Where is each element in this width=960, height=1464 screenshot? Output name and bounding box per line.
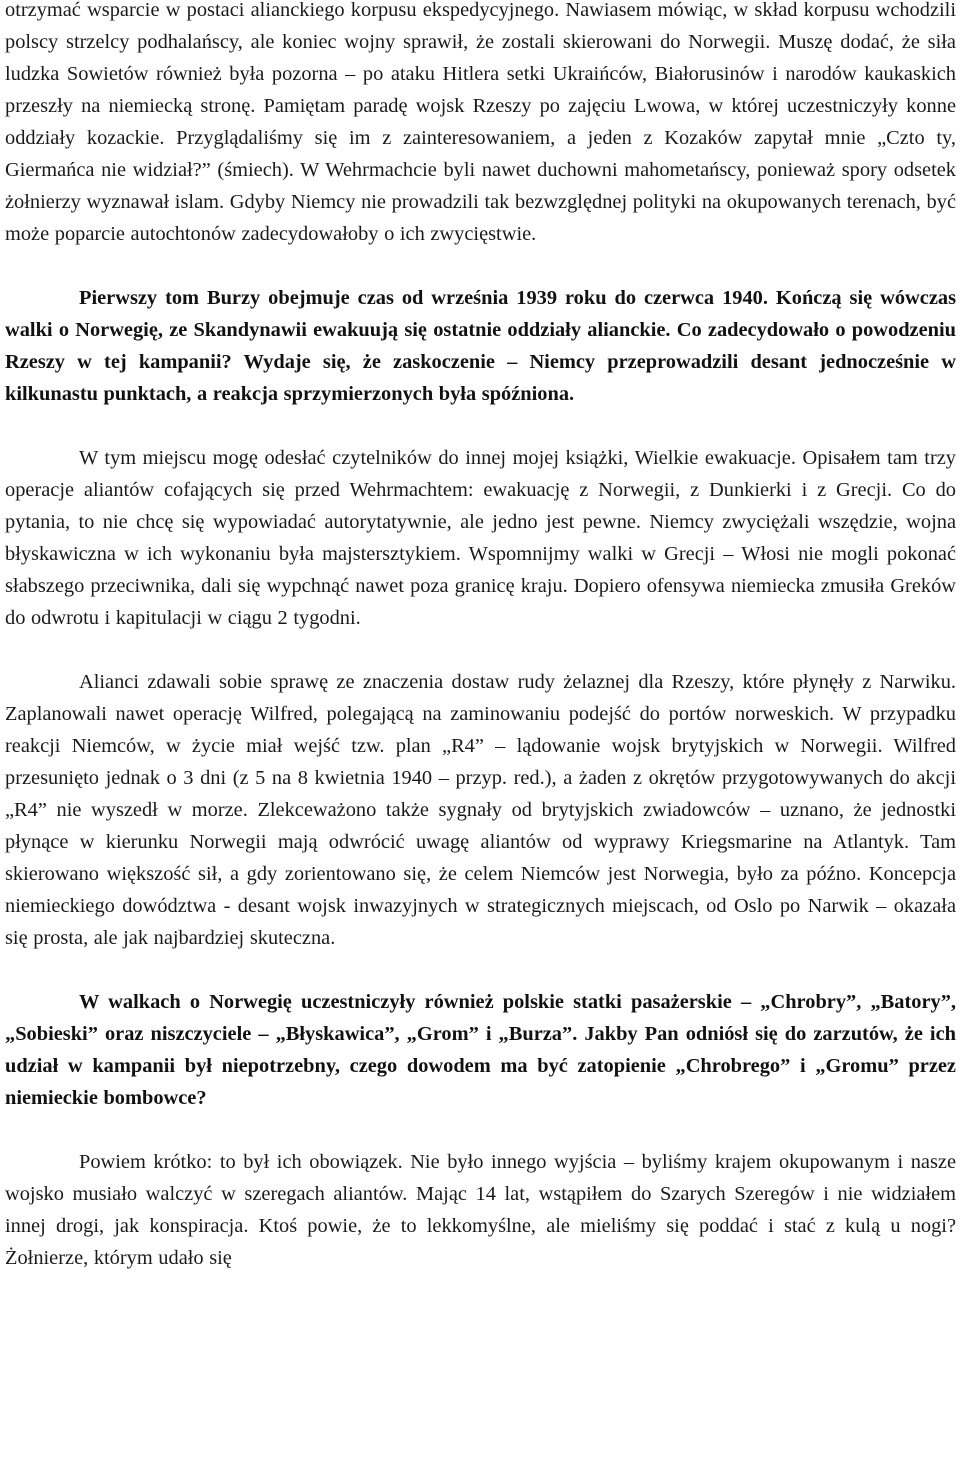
interview-question: Pierwszy tom Burzy obejmuje czas od września 1939 roku do czerwca 1940. Kończą się wówczas walki o Norwegię, ze Skandynawii ewakuują się ostatnie oddziały alianckie. Co zadecydowało o powodzeniu Rzeszy w tej kampanii? Wydaje się, że zaskoczenie – Niemcy przeprowadzili desant jednocześnie w kilkunastu punktach, a reakcja sprzymierzonych była spóźniona. xyxy=(5,287,956,405)
document-page xyxy=(5,0,956,1306)
body-paragraph: Alianci zdawali sobie sprawę ze znaczenia dostaw rudy żelaznej dla Rzeszy, które płynęły z Narwiku. Zaplanowali nawet operację Wilfred, polegającą na zaminowaniu podejść do portów norweskich. W przypadku reakcji Niemców, w życie miał wejść tzw. plan „R4” – lądowanie wojsk brytyjskich w Norwegii. Wilfred przesunięto jednak o 3 dni (z 5 na 8 kwietnia 1940 – przyp. red.), a żaden z okrętów przygotowywanych do akcji „R4” nie wyszedł w morze. Zlekceważono także sygnały od brytyjskich zwiadowców – uznano, że jednostki płynące w kierunku Norwegii mają odwrócić uwagę aliantów od wyprawy Kriegsmarine na Atlantyk. Tam skierowano większość sił, a gdy zorientowano się, że celem Niemców jest Norwegia, było za późno. Koncepcja niemieckiego dowództwa - desant wojsk inwazyjnych w strategicznych miejscach, od Oslo po Narwik – okazała się prosta, ale jak najbardziej skuteczna. xyxy=(5,671,956,949)
body-paragraph: otrzymać wsparcie w postaci alianckiego korpusu ekspedycyjnego. Nawiasem mówiąc, w skład korpusu wchodzili polscy strzelcy podhalańscy, ale koniec wojny sprawił, że zostali skierowani do Norwegii. Muszę dodać, że siła ludzka Sowietów również była pozorna – po ataku Hitlera setki Ukraińców, Białorusinów i narodów kaukaskich przeszły na niemiecką stronę. Pamiętam paradę wojsk Rzeszy po zajęciu Lwowa, w której uczestniczyły konne oddziały kozackie. Przyglądaliśmy się im z zainteresowaniem, a jeden z Kozaków zapytał mnie „Czto ty, Giermańca nie widział?” (śmiech). W Wehrmachcie byli nawet duchowni mahometańscy, ponieważ spory odsetek żołnierzy wyznawał islam. Gdyby Niemcy nie prowadzili tak bezwzględnej polityki na okupowanych terenach, być może poparcie autochtonów zadecydowałoby o ich zwycięstwie. xyxy=(5,0,956,245)
interview-question: W walkach o Norwegię uczestniczyły również polskie statki pasażerskie – „Chrobry”, „Batory”, „Sobieski” oraz niszczyciele – „Błyskawica”, „Grom” i „Burza”. Jakby Pan odniósł się do zarzutów, że ich udział w kampanii był niepotrzebny, czego dowodem ma być zatopienie „Chrobrego” i „Gromu” przez niemieckie bombowce? xyxy=(5,991,956,1109)
body-paragraph: W tym miejscu mogę odesłać czytelników do innej mojej książki, Wielkie ewakuacje. Opisałem tam trzy operacje aliantów cofających się przed Wehrmachtem: ewakuację z Norwegii, z Dunkierki i z Grecji. Co do pytania, to nie chcę się wypowiadać autorytatywnie, ale jedno jest pewne. Niemcy zwyciężali wszędzie, wojna błyskawiczna w ich wykonaniu była majstersztykiem. Wspomnijmy walki w Grecji – Włosi nie mogli pokonać słabszego przeciwnika, dali się wypchnąć nawet poza granicę kraju. Dopiero ofensywa niemiecka zmusiła Greków do odwrotu i kapitulacji w ciągu 2 tygodni. xyxy=(5,447,956,629)
body-paragraph: Powiem krótko: to był ich obowiązek. Nie było innego wyjścia – byliśmy krajem okupowanym i nasze wojsko musiało walczyć w szeregach aliantów. Mając 14 lat, wstąpiłem do Szarych Szeregów i nie widziałem innej drogi, jak konspiracja. Ktoś powie, że to lekkomyślne, ale mieliśmy się poddać i stać z kulą u nogi? Żołnierze, którym udało się xyxy=(5,1151,956,1269)
